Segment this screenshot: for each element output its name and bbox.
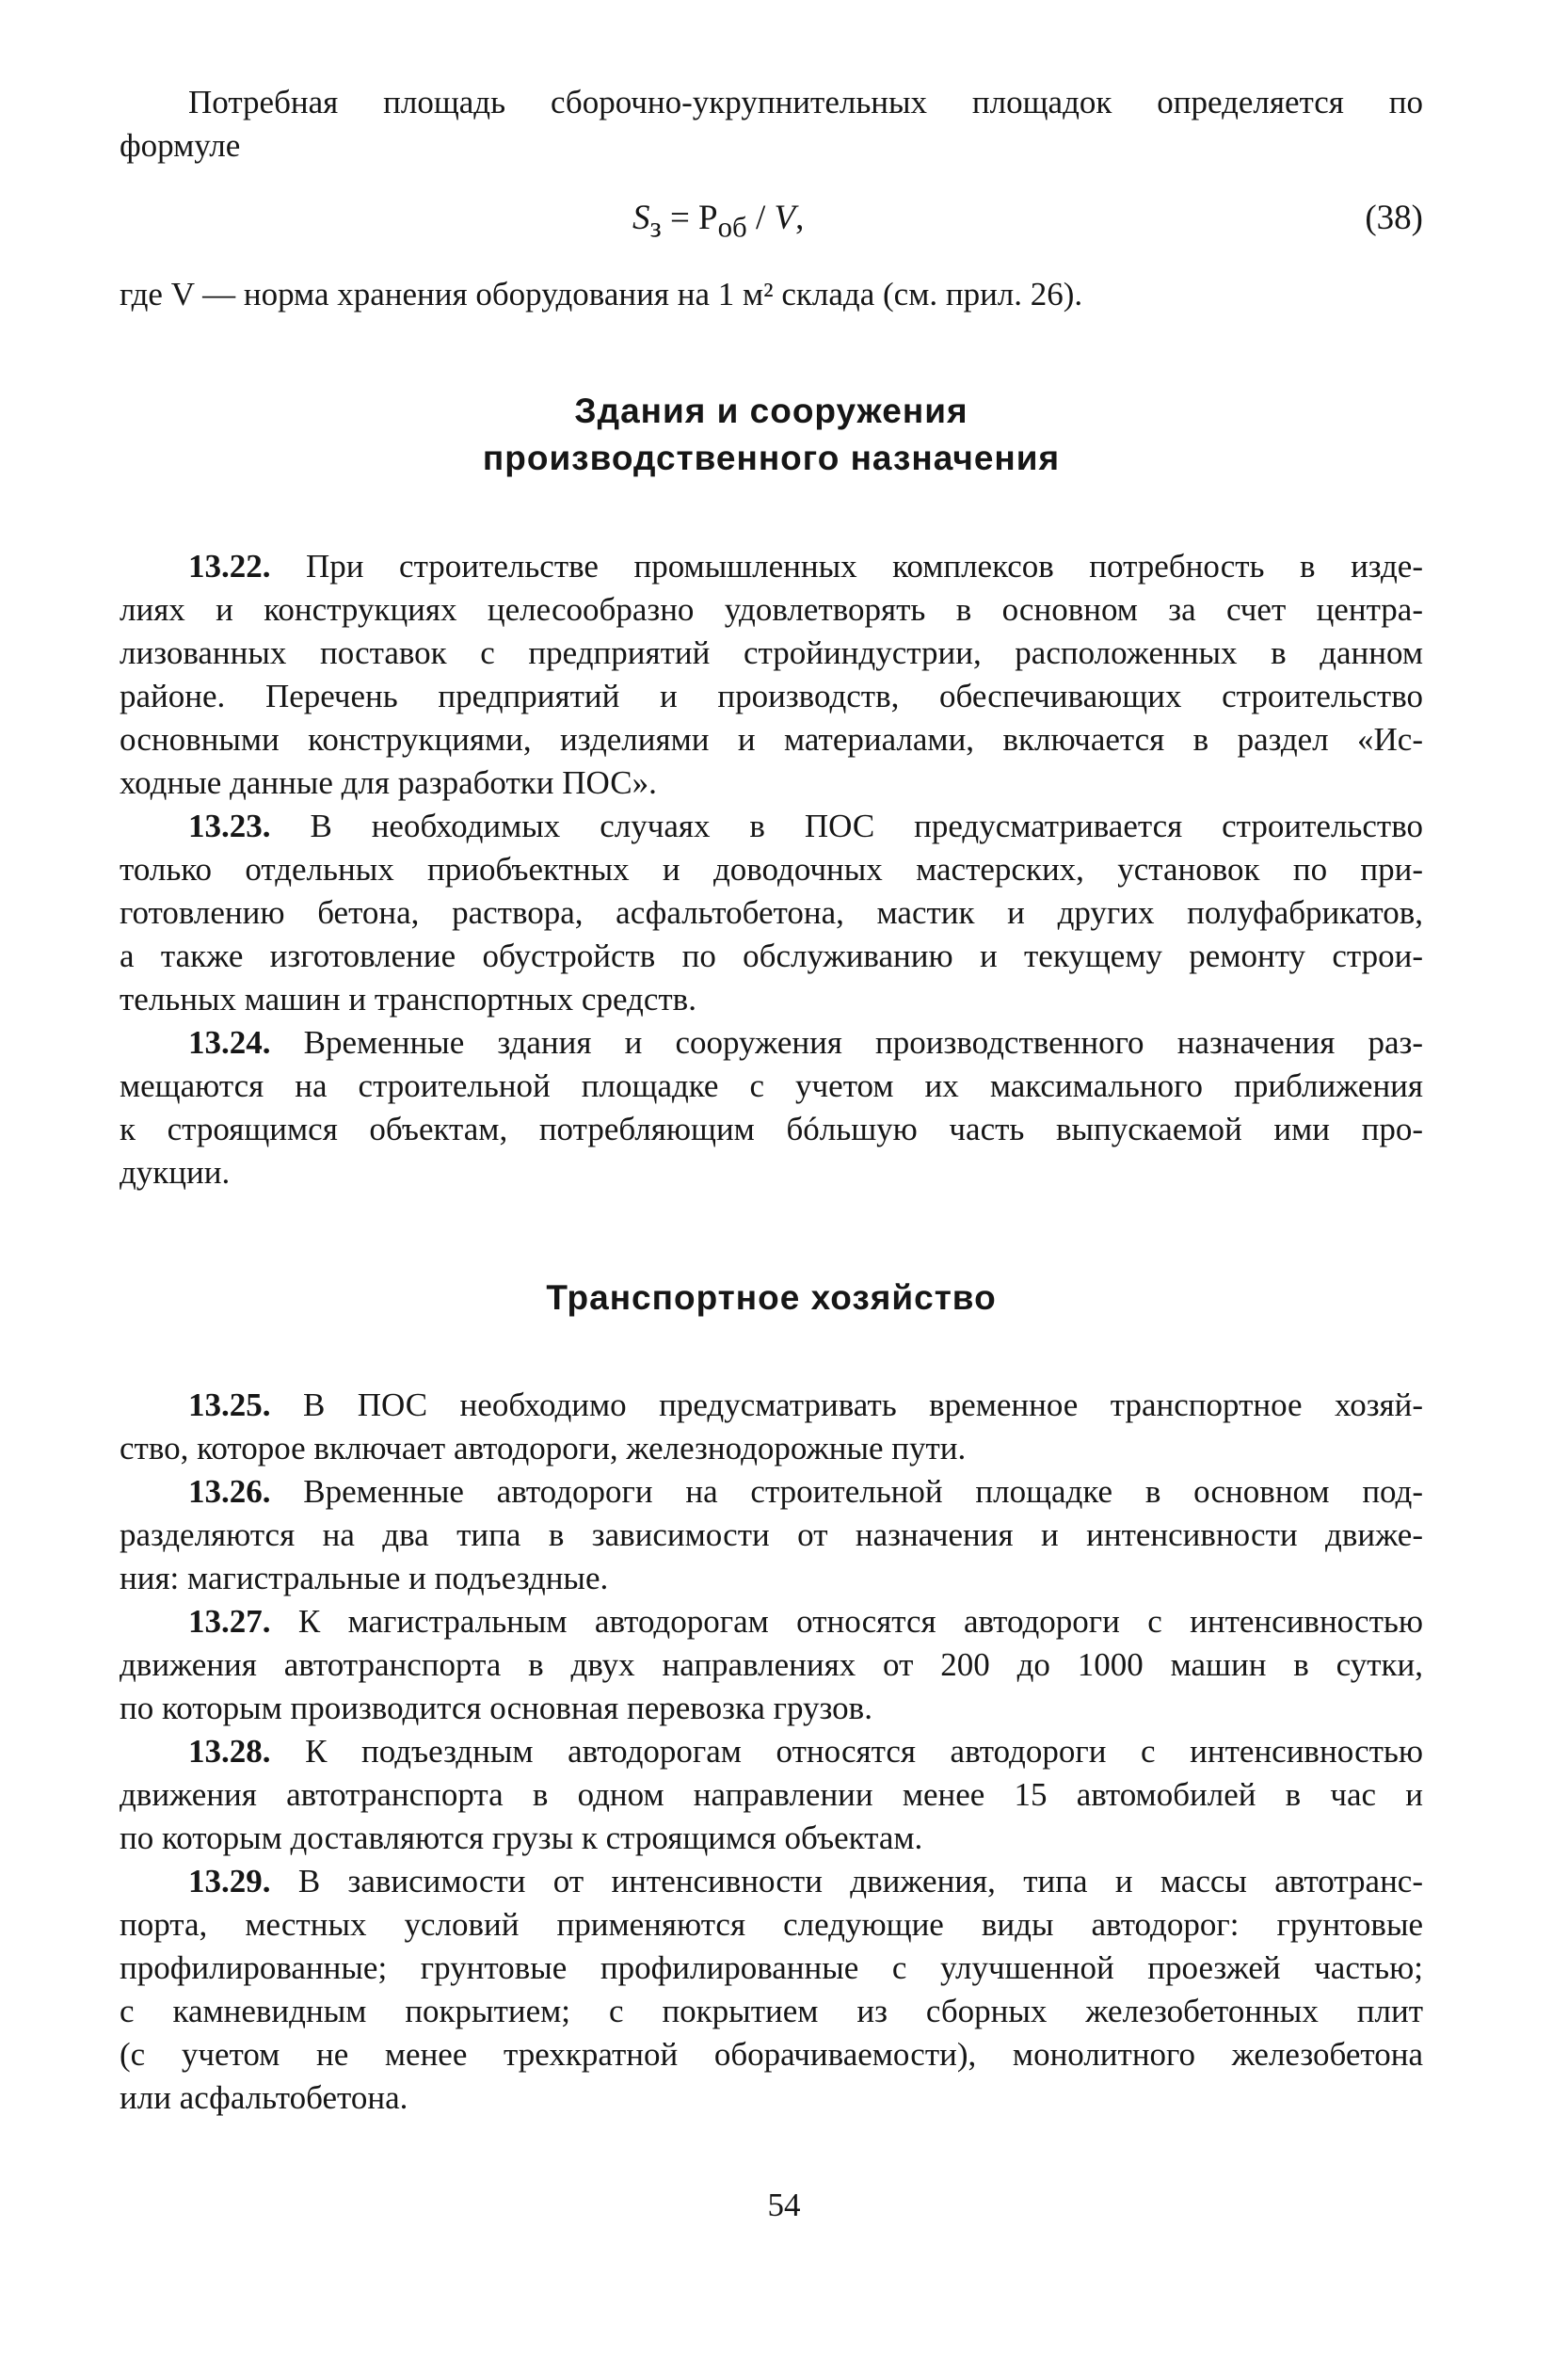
text-line: 13.25. В ПОС необходимо предусматривать временное транспортное хозяй- — [188, 1386, 1424, 1423]
text-line: 13.29. В зависимости от интенсивности движения, типа и массы автотранс- — [188, 1863, 1423, 1899]
text-line: движения автотранспорта в двух направлениях от 200 до 1000 машин в сутки, — [120, 1646, 1423, 1683]
where-clause — [120, 273, 1423, 316]
heading-line: Здания и сооружения — [574, 392, 968, 430]
text-line: 13.27. К магистральным автодорогам относятся автодороги с интенсивностью — [188, 1603, 1423, 1640]
paragraph-number: 13.24. — [188, 1024, 271, 1061]
section-heading-transport — [120, 1274, 1423, 1322]
paragraph-number: 13.27. — [188, 1603, 271, 1640]
text-line: районе. Перечень предприятий и производств, обеспечивающих строительство — [120, 678, 1423, 714]
heading-line: Транспортное хозяйство — [546, 1278, 997, 1317]
text-line: ния: магистральные и подъездные. — [120, 1560, 609, 1596]
section1-body — [120, 545, 1423, 1194]
text-line: 13.26. Временные автодороги на строительной площадке в основном под- — [188, 1473, 1424, 1510]
paragraph-13-22 — [120, 545, 1423, 805]
text-line: с камневидным покрытием; с покрытием из сборных железобетонных плит — [120, 1993, 1423, 2029]
paragraph-number: 13.22. — [188, 548, 271, 585]
paragraph-number: 13.28. — [188, 1733, 271, 1770]
text-line: а также изготовление обустройств по обслуживанию и текущему ремонту строи- — [120, 938, 1423, 974]
text-line: мещаются на строительной площадке с учетом их максимального приближения — [120, 1067, 1423, 1104]
text-line: тельных машин и транспортных средств. — [120, 981, 696, 1018]
text-line: 13.22. При строительстве промышленных комплексов потребность в изде- — [188, 548, 1423, 585]
text-line: готовлению бетона, раствора, асфальтобетона, мастик и других полуфабрикатов, — [120, 894, 1423, 931]
text-line: порта, местных условий применяются следующие виды автодорог: грунтовые — [120, 1906, 1423, 1943]
text-line: 13.28. К подъездным автодорогам относятся автодороги с интенсивностью — [188, 1733, 1424, 1770]
paragraph-13-28 — [120, 1730, 1423, 1860]
paragraph-13-26 — [120, 1470, 1423, 1600]
text-line: формуле — [120, 127, 241, 164]
text-line: разделяются на два типа в зависимости от назначения и интенсивности движе- — [120, 1516, 1423, 1553]
heading-line: производственного назначения — [482, 439, 1061, 477]
text-line: к строящимся объектам, потребляющим бóльшую часть выпускаемой ими про- — [120, 1111, 1423, 1147]
text-line: лизованных поставок с предприятий стройиндустрии, расположенных в данном — [120, 634, 1423, 671]
text-line: основными конструкциями, изделиями и материалами, включается в раздел «Ис- — [120, 721, 1423, 758]
text-line: Потребная площадь сборочно-укрупнительных площадок определяется по — [188, 84, 1423, 120]
text-line: ходные данные для разработки ПОС». — [120, 764, 657, 801]
text-line: 13.23. В необходимых случаях в ПОС предусматривается строительство — [188, 808, 1424, 844]
formula-38 — [120, 195, 1423, 242]
page-number: 54 — [767, 2187, 801, 2223]
paragraph-13-24 — [120, 1021, 1423, 1194]
paragraph-number: 13.25. — [188, 1386, 271, 1423]
text-line: лиях и конструкциях целесообразно удовлетворять в основном за счет центра- — [120, 591, 1423, 628]
text-line: 13.24. Временные здания и сооружения производственного назначения раз- — [188, 1024, 1424, 1061]
text-line: ство, которое включает автодороги, железнодорожные пути. — [120, 1430, 967, 1466]
intro-paragraph — [120, 81, 1423, 168]
paragraph-13-27 — [120, 1600, 1423, 1730]
text-line: (с учетом не менее трехкратной оборачиваемости), монолитного железобетона — [120, 2036, 1423, 2073]
text-line: где V — норма хранения оборудования на 1 м² склада (см. прил. 26). — [120, 276, 1083, 313]
text-line: только отдельных приобъектных и доводочных мастерских, установок по при- — [120, 851, 1423, 888]
paragraph-13-29 — [120, 1860, 1423, 2120]
section-heading-production-buildings — [120, 388, 1423, 482]
paragraph-number: 13.23. — [188, 808, 271, 844]
equation-number: (38) — [1365, 199, 1423, 237]
text-line: профилированные; грунтовые профилированные с улучшенной проезжей частью; — [120, 1949, 1423, 1986]
paragraph-13-25 — [120, 1384, 1423, 1470]
paragraph-13-23 — [120, 805, 1423, 1021]
paragraph-number: 13.29. — [188, 1863, 271, 1899]
section2-body — [120, 1384, 1423, 2120]
text-line: по которым доставляются грузы к строящимся объектам. — [120, 1819, 923, 1856]
paragraph-number: 13.26. — [188, 1473, 271, 1510]
text-line: движения автотранспорта в одном направлении менее 15 автомобилей в час и — [120, 1776, 1423, 1813]
text-line: дукции. — [120, 1154, 231, 1191]
text-line: по которым производится основная перевозка грузов. — [120, 1690, 872, 1726]
text-line: или асфальтобетона. — [120, 2079, 408, 2116]
formula-expression: $S_з = Р_{об} / V$, — [632, 199, 805, 244]
